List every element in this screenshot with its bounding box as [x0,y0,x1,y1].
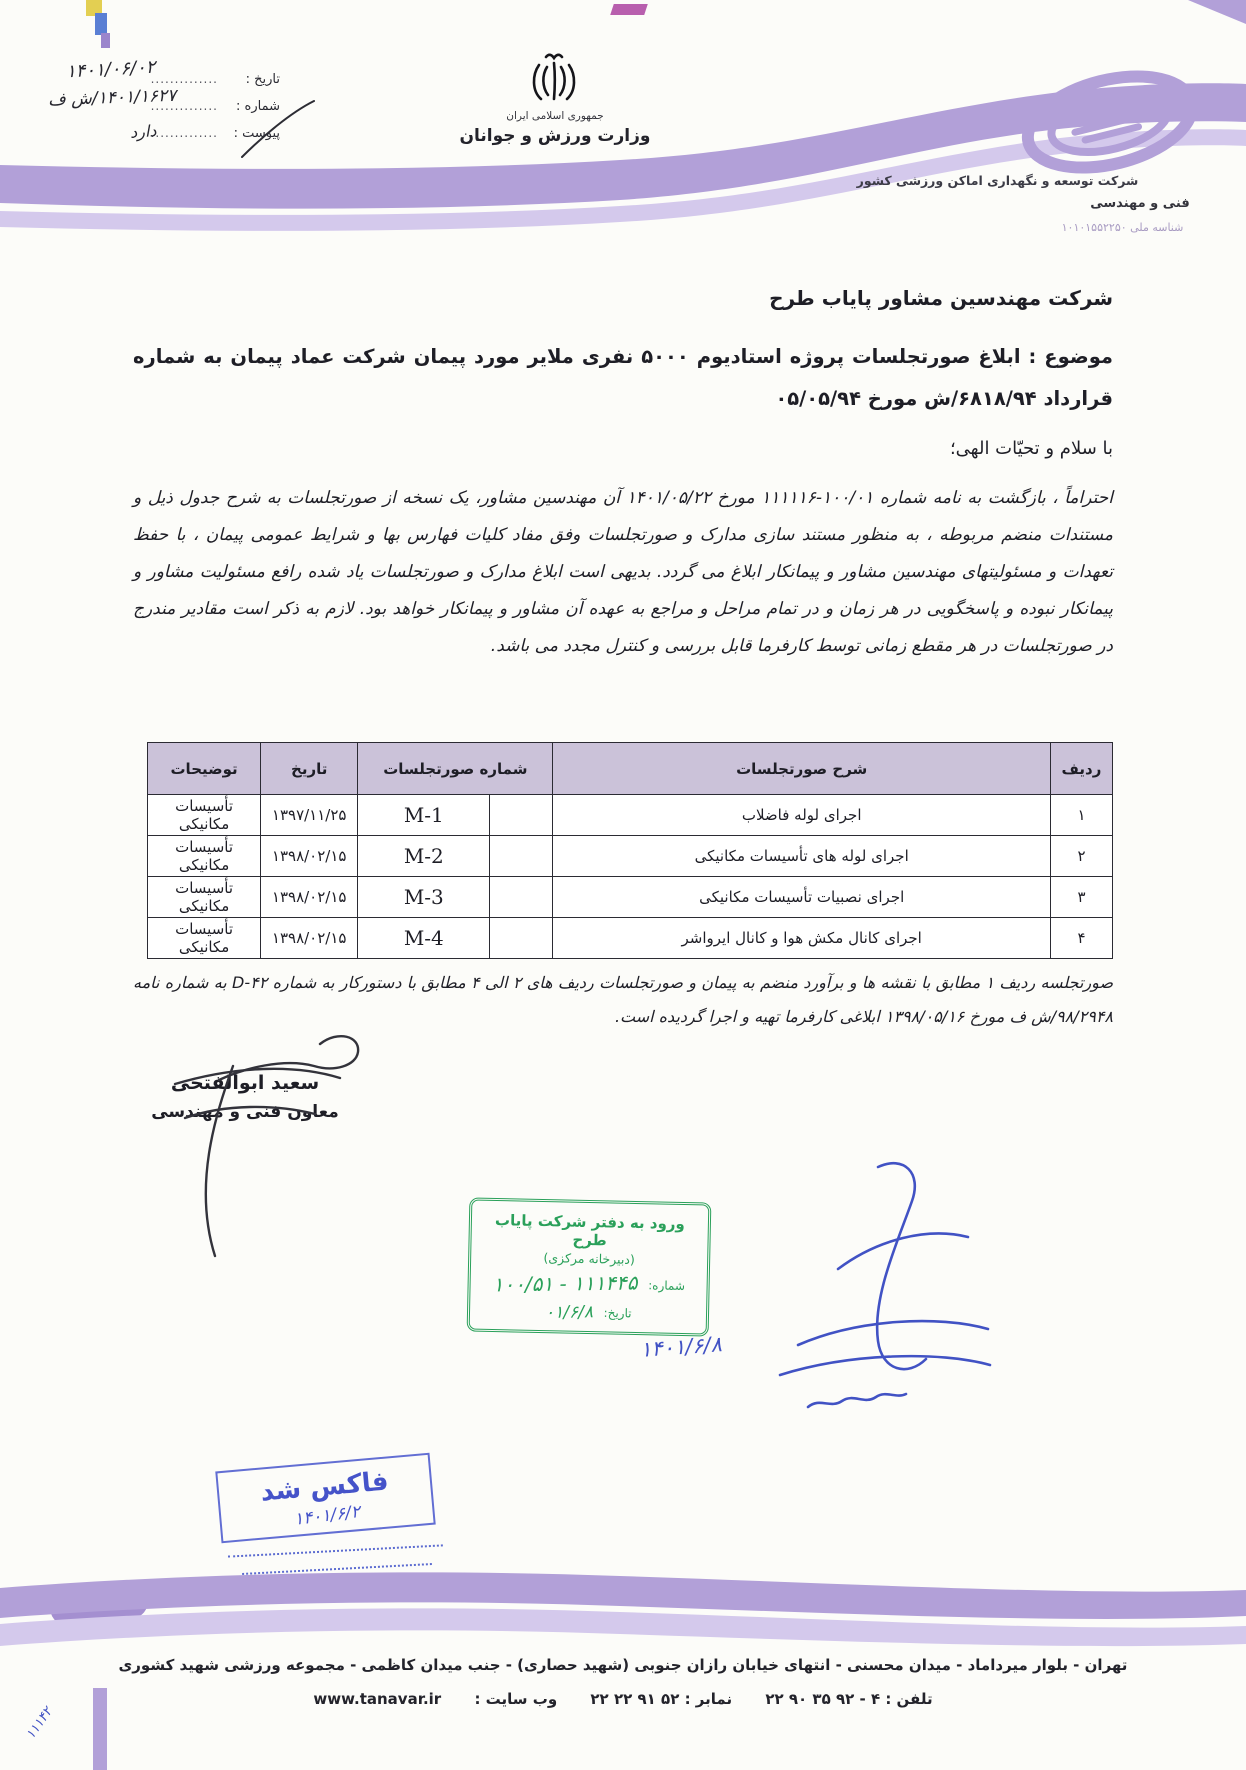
scan-artifact [610,4,648,15]
bottom-wave-decoration [0,1550,1246,1670]
header-minute-number: شماره صورتجلسات [358,743,553,795]
minutes-table [147,742,1113,959]
signer-title: معاون فنی و مهندسی [151,1102,339,1122]
cell-description: اجرای لوله های تأسیسات مکانیکی [553,836,1051,877]
ministry-title: وزارت ورزش و جوانان [459,126,651,146]
cell-notes: تأسیسات مکانیکی [148,795,261,836]
cell-notes: تأسیسات مکانیکی [148,877,261,918]
salutation: با سلام و تحیّات الهی؛ [949,438,1113,459]
dotted-leader: .............. [150,99,218,113]
fax-stamp-date: ۱۴۰۱/۶/۲ [292,1501,362,1530]
handwritten-signature-icon [115,1022,405,1272]
pen-slash-mark [232,95,322,165]
table-row [148,918,1113,959]
footer-website: www.tanavar.ir [313,1690,442,1708]
cell-gap [490,918,553,959]
entry-stamp-number-value: ۱۰۰/۵۱ - ۱۱۱۴۴۵ [492,1270,638,1297]
entry-stamp-date-value: ۰۱/۶/۸ [544,1301,593,1323]
handwritten-receipt-date: ۱۴۰۱/۶/۸ [639,1332,723,1362]
table-row [148,795,1113,836]
signer-name: سعید ابوالفتحی [170,1072,320,1094]
national-emblem-icon [528,50,580,108]
cell-gap [490,877,553,918]
cell-row-number: ۱ [1050,795,1112,836]
footer-phone: تلفن : ۴ - ۹۲ ۳۵ ۹۰ ۲۲ [765,1690,933,1708]
handwritten-date: ۱۴۰۱/۰۶/۰۲ [65,56,156,83]
fax-stamp-label: فاکس شد [259,1466,390,1508]
handwritten-number: ۱۴۰۱/۱۶۲۷/ش ف [47,85,177,111]
entry-stamp-date-row [478,1300,698,1325]
addressee: شرکت مهندسین مشاور پایاب طرح [769,286,1113,310]
blue-signature-icon [688,1145,1018,1455]
cell-description: اجرای نصبیات تأسیسات مکانیکی [553,877,1051,918]
department-name: فنی و مهندسی [1090,196,1190,211]
footer-contact [0,1690,1246,1708]
letter-body: احتراماً ، بازگشت به نامه شماره ۱۰۰/۰۱-۱۱۱۱۱۶ مورخ ۱۴۰۱/۰۵/۲۲ آن مهندسین مشاور، یک نسخه از صورتجلسات به شرح جدول ذیل و مستندات منضم مربوطه ، به منظور مستند سازی مدارک و صورتجلسات وفق مفاد کلیات فهارس بها و شرایط عمومی پیمان ، با حفظ تعهدات و مسئولیتهای مهندسین مشاور و پیمانکار ابلاغ می گردد. بدیهی است ابلاغ مدارک و صورتجلسات یاد شده رافع مسئولیت مشاور و پیمانکار نبوده و پاسخگویی در هر زمان و در تمام مراحل و مراجع به عهده آن مشاور و پیمانکار خواهد بود. لازم به ذکر است مقادیر مندرج در صورتجلسات در هر مقطع زمانی توسط کارفرما قابل بررسی و کنترل مجدد می باشد. [133,488,1114,656]
fax-stamp [215,1453,435,1543]
table-row [148,877,1113,918]
footer-web-label: وب سایت : [474,1690,558,1708]
cell-row-number: ۴ [1050,918,1112,959]
cell-gap [490,795,553,836]
cell-minute-number: M-4 [358,918,490,959]
republic-title: جمهوری اسلامی ایران [506,110,604,122]
attachment-label: پیوست : [233,126,280,141]
footer-address: تهران - بلوار میرداماد - میدان محسنی - انتهای خیابان رازان جنوبی (شهید حصاری) - جنب میدان کاظمی - مجموعه ورزشی شهید کشوری [118,1656,1128,1674]
handwritten-attachment: دارد [129,121,158,142]
entry-stamp-number-row [478,1270,698,1299]
scan-artifact [95,13,107,35]
scan-artifact [1188,0,1246,24]
cell-notes: تأسیسات مکانیکی [148,918,261,959]
table-row [148,836,1113,877]
cell-minute-number: M-1 [358,795,490,836]
company-logo-icon [1008,66,1213,178]
header-row-number: ردیف [1050,743,1112,795]
number-label: شماره : [236,99,280,114]
entry-stamp-date-label: تاریخ: [603,1305,632,1321]
cell-date: ۱۳۹۸/۰۲/۱۵ [261,918,358,959]
scan-artifact [101,33,110,48]
dotted-leader: .............. [150,72,218,86]
header-notes: توضیحات [148,743,261,795]
cell-gap [490,836,553,877]
company-name: شرکت توسعه و نگهداری اماکن ورزشی کشور [856,173,1139,188]
cell-minute-number: M-3 [358,877,490,918]
cell-date: ۱۳۹۷/۱۱/۲۵ [261,795,358,836]
table-header-row [148,743,1113,795]
header-description: شرح صورتجلسات [553,743,1051,795]
cell-description: اجرای کانال مکش هوا و کانال ایرواشر [553,918,1051,959]
entry-stamp-title: ورود به دفتر شرکت پایاب طرح [494,1211,686,1250]
cell-minute-number: M-2 [358,836,490,877]
date-label: تاریخ : [245,72,280,87]
dotted-leader: .............. [150,126,218,140]
cell-row-number: ۲ [1050,836,1112,877]
footer-fax: نمابر : ۵۲ ۹۱ ۲۲ ۲۲ [590,1690,733,1708]
cell-description: اجرای لوله فاضلاب [553,795,1051,836]
entry-stamp-number-label: شماره: [648,1278,686,1294]
entry-stamp-subtitle: (دبیرخانه مرکزی) [543,1250,636,1267]
header-date: تاریخ [261,743,358,795]
cell-date: ۱۳۹۸/۰۲/۱۵ [261,836,358,877]
cell-row-number: ۳ [1050,877,1112,918]
entry-stamp [467,1197,712,1336]
handwritten-corner-mark: ۱۱۱۴۲ [23,1704,56,1743]
national-id: شناسه ملی ۱۰۱۰۱۵۵۲۲۵۰ [1061,221,1184,234]
note-paragraph: صورتجلسه ردیف ۱ مطابق با نقشه ها و برآورد منضم به پیمان و صورتجلسات ردیف های ۲ الی ۴ مطابق با دستورکار به شماره D-۴۲ به شماره نامه ۹۸/۲۹۴۸/ش ف مورخ ۱۳۹۸/۰۵/۱۶ ابلاغی کارفرما تهیه و اجرا گردیده است. [133,973,1114,1026]
cell-date: ۱۳۹۸/۰۲/۱۵ [261,877,358,918]
cell-notes: تأسیسات مکانیکی [148,836,261,877]
subject-line: موضوع : ابلاغ صورتجلسات پروژه استادیوم ۵۰۰۰ نفری ملایر مورد پیمان شرکت عماد پیمان به شماره قرارداد ۶۸۱۸/۹۴/ش مورخ ۰۵/۰۵/۹۴ [133,345,1114,410]
